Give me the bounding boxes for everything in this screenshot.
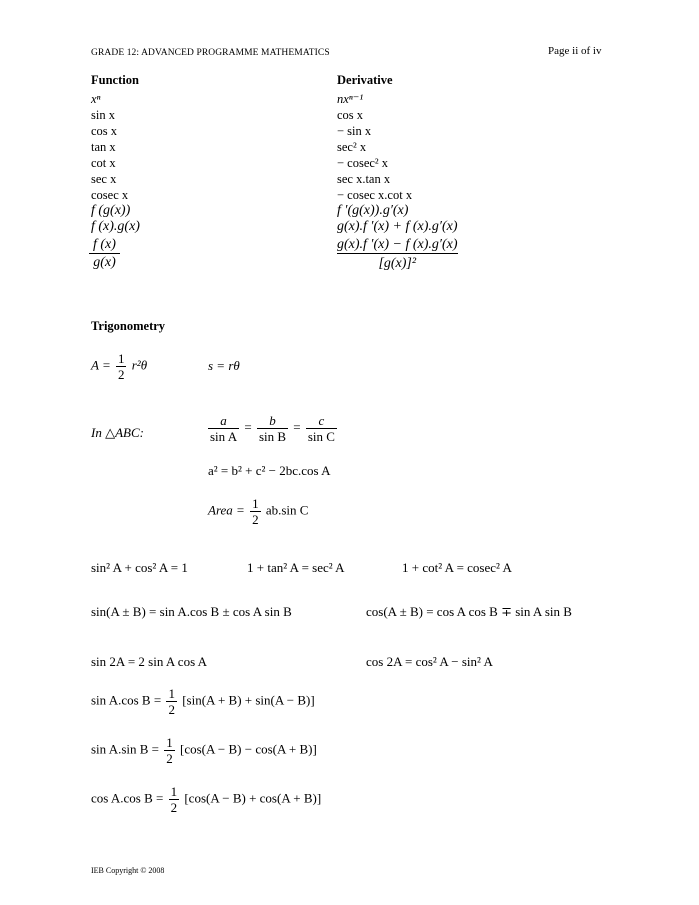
triangle-area-rhs: ab.sin C (265, 502, 309, 518)
equals-sign: = (293, 419, 301, 435)
derivative-cell: cos x (337, 108, 364, 122)
half-fraction (250, 496, 261, 527)
fraction-numerator: 1 (168, 686, 175, 701)
pythagorean-identity-3: 1 + cot² A = cosec² A (402, 560, 512, 575)
half-fraction (169, 784, 180, 815)
triangle-area-lhs: Area = (208, 502, 245, 518)
function-cell: sec x (91, 172, 117, 186)
function-cell: cosec x (91, 188, 129, 202)
derivative-cell: sec x.tan x (337, 172, 391, 186)
compound-angle-sin: sin(A ± B) = sin A.cos B ± cos A sin B (91, 604, 292, 619)
double-angle-cos: cos 2A = cos² A − sin² A (366, 654, 493, 669)
product-to-sum-2 (91, 735, 317, 766)
quotient-derivative-numerator: g(x).f ′(x) − f (x).g′(x) (337, 237, 458, 252)
cosine-rule: a² = b² + c² − 2bc.cos A (208, 463, 331, 478)
product-to-sum-1 (91, 686, 315, 717)
fraction-numerator: 1 (252, 496, 259, 511)
quotient-derivative-denominator: [g(x)]² (378, 256, 417, 271)
copyright-footer: IEB Copyright © 2008 (91, 866, 165, 875)
fraction-numerator: 1 (170, 784, 178, 799)
compound-angle-cos: cos(A ± B) = cos A cos B ∓ sin A sin B (366, 604, 572, 619)
fraction-numerator: c (306, 413, 337, 429)
fraction-denominator: sin C (307, 429, 335, 444)
fraction-denominator: 2 (168, 702, 175, 717)
quotient-function (89, 236, 120, 271)
derivative-cell: g(x).f ′(x) + f (x).g′(x) (337, 219, 458, 234)
sine-rule-term (306, 413, 337, 444)
half-fraction (116, 351, 127, 382)
fraction-denominator: 2 (166, 751, 173, 766)
document-header-title: GRADE 12: ADVANCED PROGRAMME MATHEMATICS (91, 48, 330, 58)
function-cell: f (x).g(x) (91, 219, 140, 234)
function-column (91, 91, 140, 235)
derivative-cell: nxⁿ⁻¹ (337, 92, 364, 106)
derivative-heading: Derivative (337, 73, 393, 87)
fraction-denominator: sin A (210, 429, 238, 444)
quotient-derivative (337, 236, 458, 273)
function-cell: cos x (91, 124, 118, 138)
half-fraction (164, 735, 175, 766)
product-rhs: [sin(A + B) + sin(A − B)] (182, 692, 315, 708)
function-cell: cot x (91, 156, 116, 170)
product-to-sum-3 (91, 784, 321, 815)
product-lhs: cos A.cos B = (91, 790, 164, 806)
fraction-numerator: 1 (117, 351, 125, 366)
sine-rule (206, 413, 339, 444)
triangle-area-formula (208, 496, 308, 527)
function-cell: xⁿ (91, 92, 101, 106)
fraction-denominator: sin B (258, 429, 287, 444)
quotient-function-denominator: g(x) (93, 255, 116, 270)
product-rhs: [cos(A − B) + cos(A + B)] (184, 790, 322, 806)
function-cell: tan x (91, 140, 116, 154)
double-angle-sin: sin 2A = 2 sin A cos A (91, 654, 208, 669)
pythagorean-identity-2: 1 + tan² A = sec² A (247, 560, 345, 575)
equals-sign: = (244, 419, 252, 435)
page-number: Page ii of iv (548, 45, 602, 57)
sector-area-lhs: A = (91, 357, 111, 373)
fraction-numerator: a (208, 413, 239, 429)
fraction-denominator: 2 (252, 512, 259, 527)
fraction-numerator: b (257, 413, 288, 429)
fraction-numerator: 1 (166, 735, 173, 750)
product-rhs: [cos(A − B) − cos(A + B)] (180, 741, 317, 757)
product-lhs: sin A.cos B = (91, 692, 162, 708)
triangle-label: In △ABC: (91, 425, 144, 440)
quotient-function-numerator: f (x) (89, 236, 120, 254)
pythagorean-identity-1: sin² A + cos² A = 1 (91, 560, 188, 575)
trigonometry-heading: Trigonometry (91, 319, 166, 333)
sine-rule-term (208, 413, 239, 444)
derivative-cell: f ′(g(x)).g′(x) (337, 203, 409, 218)
product-lhs: sin A.sin B = (91, 741, 160, 757)
fraction-denominator: 2 (117, 367, 125, 382)
half-fraction (166, 686, 177, 717)
fraction-denominator: 2 (170, 800, 178, 815)
derivative-cell: − cosec x.cot x (337, 188, 413, 202)
sector-area-rhs: r²θ (131, 357, 148, 373)
derivative-cell: sec² x (337, 140, 367, 154)
sector-area-formula (91, 351, 147, 382)
derivative-cell: − sin x (337, 124, 372, 138)
function-cell: sin x (91, 108, 115, 122)
function-cell: f (g(x)) (91, 203, 131, 218)
function-heading: Function (91, 73, 139, 87)
arc-length-formula: s = rθ (208, 358, 240, 373)
derivative-cell: − cosec² x (337, 156, 389, 170)
derivative-column (337, 91, 458, 235)
sine-rule-term (257, 413, 288, 444)
